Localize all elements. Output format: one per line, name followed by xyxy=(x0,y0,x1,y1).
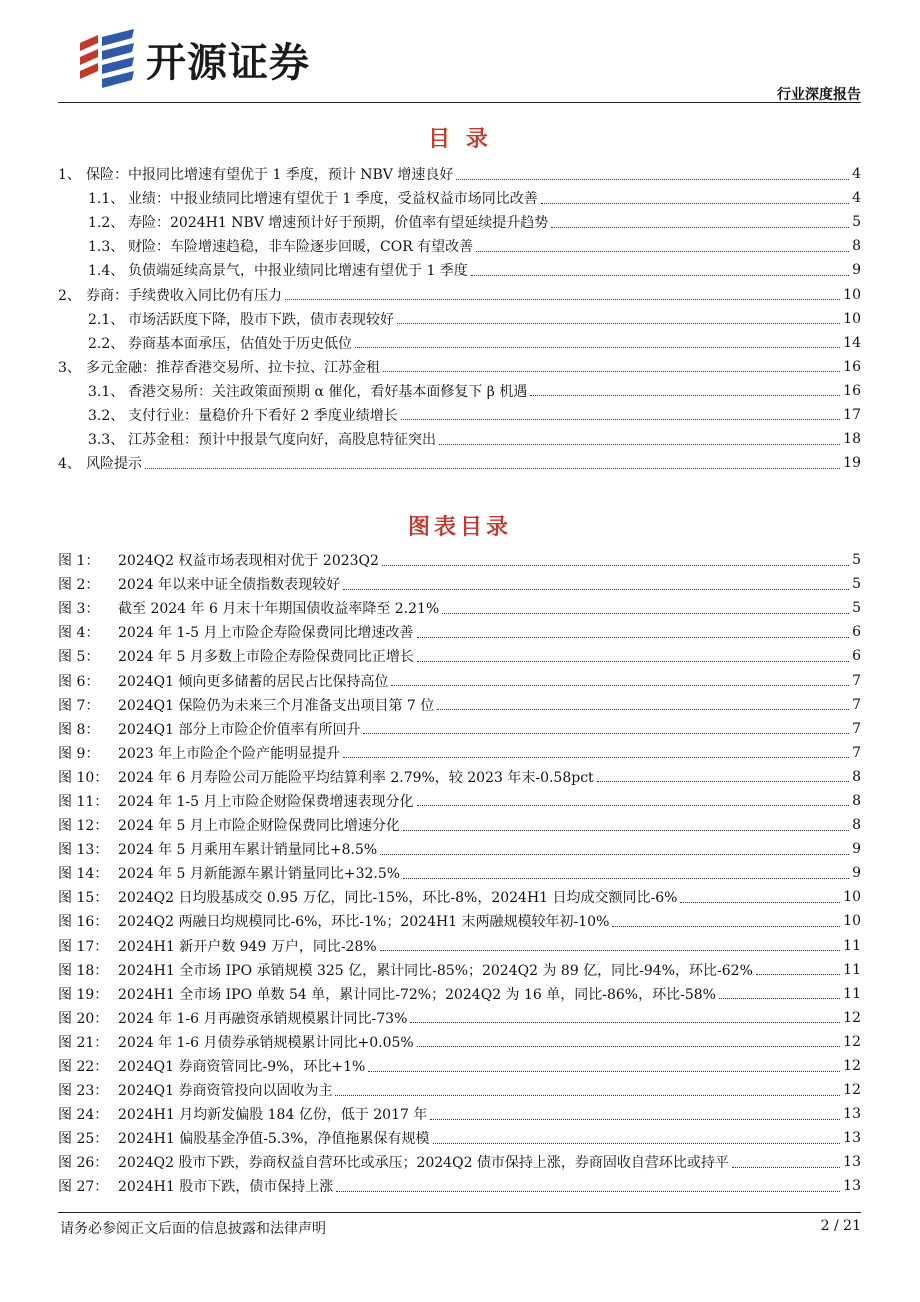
leader-dots xyxy=(391,685,849,686)
toc-entry[interactable] xyxy=(58,162,861,186)
leader-dots xyxy=(285,299,840,300)
entry-number: 4、 xyxy=(58,456,81,473)
entry-number: 图 21： xyxy=(58,1034,109,1051)
entry-text: 2024Q1 保险仍为未来三个月准备支出项目第 7 位 xyxy=(118,697,435,714)
entry-number: 3.1、 xyxy=(88,383,125,400)
entry-number: 图 26： xyxy=(58,1155,109,1172)
entry-page: 7 xyxy=(852,672,861,689)
figure-entry[interactable] xyxy=(58,572,861,596)
entry-page: 9 xyxy=(852,841,861,858)
figure-entry[interactable] xyxy=(58,885,861,909)
entry-number: 图 1： xyxy=(58,553,100,570)
figure-entry[interactable] xyxy=(58,1006,861,1030)
entry-text: 江苏金租：预计中报景气度向好，高股息特征突出 xyxy=(128,432,436,449)
figure-entry[interactable] xyxy=(58,765,861,789)
leader-dots xyxy=(597,781,849,782)
leader-dots xyxy=(363,733,849,734)
header-divider xyxy=(58,102,861,103)
report-type-label: 行业深度报告 xyxy=(777,87,861,103)
entry-number: 2、 xyxy=(58,287,81,304)
figure-entry[interactable] xyxy=(58,861,861,885)
figure-entry[interactable] xyxy=(58,668,861,692)
entry-text: 负债端延续高景气，中报业绩同比增速有望优于 1 季度 xyxy=(128,263,468,280)
leader-dots xyxy=(368,1071,840,1072)
entry-text: 2024H1 全市场 IPO 单数 54 单，累计同比-72%；2024Q2 为 16 单，同比-86%，环比-58% xyxy=(118,986,716,1003)
figure-entry[interactable] xyxy=(58,548,861,572)
entry-number: 图 4： xyxy=(58,625,100,642)
toc-entry[interactable] xyxy=(58,355,861,379)
entry-text: 2024 年 1-6 月债券承销规模累计同比+0.05% xyxy=(118,1034,414,1051)
entry-number: 2.1、 xyxy=(88,311,125,328)
entry-text: 多元金融：推荐香港交易所、拉卡拉、江苏金租 xyxy=(86,359,380,376)
logo-text: 开源证券 xyxy=(146,39,310,86)
toc-entry[interactable] xyxy=(58,331,861,355)
entry-page: 18 xyxy=(843,431,861,448)
leader-dots xyxy=(383,371,840,372)
figure-entry[interactable] xyxy=(58,1150,861,1174)
entry-text: 2024H1 新开户数 949 万户，同比-28% xyxy=(118,938,377,955)
entry-number: 1.1、 xyxy=(88,191,125,208)
entry-page: 4 xyxy=(852,166,861,183)
entry-number: 图 27： xyxy=(58,1179,109,1196)
toc-entry[interactable] xyxy=(58,234,861,258)
figure-entry[interactable] xyxy=(58,789,861,813)
entry-number: 图 8： xyxy=(58,721,100,738)
entry-text: 2024 年 5 月乘用车累计销量同比+8.5% xyxy=(118,842,378,859)
entry-page: 6 xyxy=(852,624,861,641)
entry-text: 2024 年 1-5 月上市险企财险保费增速表现分化 xyxy=(118,793,414,810)
entry-text: 2024Q2 股市下跌，券商权益自营环比或承压；2024Q2 债市保持上涨，券商固收自营环比或持平 xyxy=(118,1155,729,1172)
leader-dots xyxy=(551,227,849,228)
leader-dots xyxy=(417,637,850,638)
entry-page: 8 xyxy=(852,768,861,785)
leader-dots xyxy=(476,251,849,252)
entry-number: 图 18： xyxy=(58,962,109,979)
toc-title: 目 录 xyxy=(428,127,492,152)
entry-page: 7 xyxy=(852,720,861,737)
entry-number: 图 10： xyxy=(58,769,109,786)
figure-entry[interactable] xyxy=(58,909,861,933)
entry-page: 14 xyxy=(843,334,861,351)
entry-page: 10 xyxy=(843,310,861,327)
leader-dots xyxy=(335,1095,840,1096)
leader-dots xyxy=(343,589,849,590)
entry-number: 图 16： xyxy=(58,914,109,931)
entry-page: 13 xyxy=(843,1130,861,1147)
entry-number: 2.2、 xyxy=(88,335,125,352)
leader-dots xyxy=(403,878,849,879)
entry-number: 1.4、 xyxy=(88,263,125,280)
leader-dots xyxy=(380,950,841,951)
entry-number: 图 3： xyxy=(58,601,100,618)
leader-dots xyxy=(417,1046,840,1047)
entry-number: 图 23： xyxy=(58,1083,109,1100)
entry-page: 11 xyxy=(843,937,861,954)
entry-page: 9 xyxy=(852,865,861,882)
leader-dots xyxy=(433,1143,841,1144)
leader-dots xyxy=(719,998,840,999)
entry-text: 2024Q1 券商资管投向以固收为主 xyxy=(118,1083,333,1100)
entry-text: 香港交易所：关注政策面预期 α 催化，看好基本面修复下 β 机遇 xyxy=(128,383,528,400)
entry-number: 图 20： xyxy=(58,1010,109,1027)
toc-entry[interactable] xyxy=(58,210,861,234)
entry-number: 3.2、 xyxy=(88,407,125,424)
leader-dots xyxy=(439,444,840,445)
toc-entry[interactable] xyxy=(58,258,861,282)
entry-text: 券商基本面承压，估值处于历史低位 xyxy=(128,335,352,352)
entry-text: 支付行业：量稳价升下看好 2 季度业绩增长 xyxy=(128,407,398,424)
entry-page: 16 xyxy=(843,358,861,375)
entry-page: 5 xyxy=(852,600,861,617)
leader-dots xyxy=(403,830,849,831)
leader-dots xyxy=(417,661,849,662)
figures-list xyxy=(58,548,861,1199)
entry-page: 5 xyxy=(852,576,861,593)
entry-page: 6 xyxy=(852,648,861,665)
entry-page: 19 xyxy=(843,455,861,472)
entry-number: 图 12： xyxy=(58,818,109,835)
entry-text: 2024Q1 券商资管同比-9%，环比+1% xyxy=(118,1059,366,1076)
leader-dots xyxy=(380,854,849,855)
entry-page: 10 xyxy=(843,913,861,930)
entry-number: 图 2： xyxy=(58,577,100,594)
entry-number: 1.2、 xyxy=(88,215,125,232)
entry-number: 图 24： xyxy=(58,1107,109,1124)
entry-number: 图 7： xyxy=(58,697,100,714)
entry-number: 图 13： xyxy=(58,842,109,859)
footer-divider xyxy=(58,1212,861,1213)
entry-number: 1.3、 xyxy=(88,239,125,256)
entry-text: 截至 2024 年 6 月末十年期国债收益率降至 2.21% xyxy=(118,601,440,618)
entry-page: 10 xyxy=(843,286,861,303)
leader-dots xyxy=(756,974,840,975)
figure-entry[interactable] xyxy=(58,1078,861,1102)
entry-page: 16 xyxy=(843,382,861,399)
entry-text: 2024H1 月均新发偏股 184 亿份，低于 2017 年 xyxy=(118,1107,428,1124)
entry-text: 保险：中报同比增速有望优于 1 季度，预计 NBV 增速良好 xyxy=(86,167,454,184)
entry-text: 2024 年 1-6 月再融资承销规模累计同比-73% xyxy=(118,1010,408,1027)
page-header xyxy=(58,20,861,102)
entry-page: 13 xyxy=(843,1154,861,1171)
entry-number: 图 17： xyxy=(58,938,109,955)
figures-title: 图表目录 xyxy=(407,515,512,540)
entry-number: 图 19： xyxy=(58,986,109,1003)
leader-dots xyxy=(336,1191,840,1192)
leader-dots xyxy=(437,709,849,710)
entry-text: 2024H1 股市下跌，债市保持上涨 xyxy=(118,1179,334,1196)
entry-text: 券商：手续费收入同比仍有压力 xyxy=(86,287,282,304)
entry-text: 2024 年 6 月寿险公司万能险平均结算利率 2.79%，较 2023 年末-0.58pct xyxy=(118,769,594,786)
entry-number: 图 25： xyxy=(58,1131,109,1148)
entry-text: 2024 年 1-5 月上市险企寿险保费同比增速改善 xyxy=(118,625,414,642)
entry-page: 12 xyxy=(843,1033,861,1050)
entry-text: 寿险：2024H1 NBV 增速预计好于预期，价值率有望延续提升趋势 xyxy=(128,215,549,232)
entry-page: 8 xyxy=(852,817,861,834)
entry-text: 2024H1 偏股基金净值-5.3%，净值拖累保有规模 xyxy=(118,1131,430,1148)
figure-entry[interactable] xyxy=(58,1174,861,1198)
leader-dots xyxy=(680,902,840,903)
entry-text: 2024Q1 部分上市险企价值率有所回升 xyxy=(118,721,361,738)
leader-dots xyxy=(382,565,849,566)
entry-page: 13 xyxy=(843,1178,861,1195)
figure-entry[interactable] xyxy=(58,1054,861,1078)
entry-number: 图 9： xyxy=(58,745,100,762)
leader-dots xyxy=(456,179,849,180)
entry-number: 图 6： xyxy=(58,673,100,690)
entry-text: 2024 年 5 月新能源车累计销量同比+32.5% xyxy=(118,866,401,883)
figure-entry[interactable] xyxy=(58,741,861,765)
figure-entry[interactable] xyxy=(58,1102,861,1126)
entry-page: 13 xyxy=(843,1106,861,1123)
entry-page: 11 xyxy=(843,985,861,1002)
toc-entry[interactable] xyxy=(58,403,861,427)
leader-dots xyxy=(355,347,840,348)
figure-entry[interactable] xyxy=(58,934,861,958)
entry-page: 11 xyxy=(843,961,861,978)
figure-entry[interactable] xyxy=(58,1126,861,1150)
entry-text: 2024Q2 日均股基成交 0.95 万亿，同比-15%，环比-8%，2024H1 日均成交额同比-6% xyxy=(118,890,678,907)
entry-text: 风险提示 xyxy=(86,456,142,473)
leader-dots xyxy=(410,1022,840,1023)
figure-entry[interactable] xyxy=(58,958,861,982)
entry-text: 2024Q1 倾向更多储蓄的居民占比保持高位 xyxy=(118,673,389,690)
figure-entry[interactable] xyxy=(58,813,861,837)
figure-entry[interactable] xyxy=(58,717,861,741)
entry-page: 4 xyxy=(852,190,861,207)
leader-dots xyxy=(397,323,840,324)
figure-entry[interactable] xyxy=(58,693,861,717)
leader-dots xyxy=(530,395,840,396)
footer-disclaimer: 请务必参阅正文后面的信息披露和法律声明 xyxy=(60,1221,326,1237)
entry-page: 7 xyxy=(852,696,861,713)
toc-entry[interactable] xyxy=(58,451,861,475)
figure-entry[interactable] xyxy=(58,596,861,620)
entry-page: 7 xyxy=(852,744,861,761)
entry-text: 2024Q2 权益市场表现相对优于 2023Q2 xyxy=(118,553,379,570)
leader-dots xyxy=(732,1167,840,1168)
entry-number: 图 22： xyxy=(58,1059,109,1076)
leader-dots xyxy=(471,275,849,276)
entry-text: 2024 年以来中证全债指数表现较好 xyxy=(118,577,341,594)
entry-text: 市场活跃度下降，股市下跌，债市表现较好 xyxy=(128,311,394,328)
figure-entry[interactable] xyxy=(58,644,861,668)
entry-page: 10 xyxy=(843,889,861,906)
entry-page: 12 xyxy=(843,1058,861,1075)
page-indicator: 2 / 21 xyxy=(820,1218,861,1234)
brand-logo xyxy=(76,28,310,90)
leader-dots xyxy=(430,1119,840,1120)
entry-number: 图 11： xyxy=(58,793,109,810)
toc-entry[interactable] xyxy=(58,427,861,451)
figure-entry[interactable] xyxy=(58,837,861,861)
leader-dots xyxy=(442,613,849,614)
entry-text: 2024 年 5 月多数上市险企寿险保费同比正增长 xyxy=(118,649,414,666)
entry-page: 5 xyxy=(852,552,861,569)
toc-entry[interactable] xyxy=(58,307,861,331)
kaiyuan-logo-icon xyxy=(76,29,138,89)
entry-page: 12 xyxy=(843,1009,861,1026)
entry-number: 1、 xyxy=(58,167,81,184)
entry-text: 业绩：中报业绩同比增速有望优于 1 季度，受益权益市场同比改善 xyxy=(128,191,538,208)
toc-entry[interactable] xyxy=(58,379,861,403)
entry-text: 2024 年 5 月上市险企财险保费同比增速分化 xyxy=(118,818,400,835)
entry-number: 图 15： xyxy=(58,890,109,907)
entry-page: 12 xyxy=(843,1082,861,1099)
figure-entry[interactable] xyxy=(58,1030,861,1054)
entry-text: 2024H1 全市场 IPO 承销规模 325 亿，累计同比-85%；2024Q2 为 89 亿，同比-94%，环比-62% xyxy=(118,962,753,979)
leader-dots xyxy=(145,468,840,469)
entry-page: 8 xyxy=(852,238,861,255)
figure-entry[interactable] xyxy=(58,620,861,644)
toc-entry[interactable] xyxy=(58,282,861,306)
leader-dots xyxy=(401,419,840,420)
entry-page: 9 xyxy=(852,262,861,279)
leader-dots xyxy=(343,757,849,758)
entry-text: 2024Q2 两融日均规模同比-6%，环比-1%；2024H1 末两融规模较年初-10% xyxy=(118,914,610,931)
entry-page: 8 xyxy=(852,792,861,809)
entry-number: 图 5： xyxy=(58,649,100,666)
toc-entry[interactable] xyxy=(58,186,861,210)
entry-page: 17 xyxy=(843,406,861,423)
leader-dots xyxy=(417,805,850,806)
entry-number: 3.3、 xyxy=(88,432,125,449)
entry-text: 财险：车险增速趋稳，非车险逐步回暖，COR 有望改善 xyxy=(128,239,474,256)
toc-list xyxy=(58,162,861,475)
leader-dots xyxy=(612,926,840,927)
entry-text: 2023 年上市险企个险产能明显提升 xyxy=(118,745,341,762)
figure-entry[interactable] xyxy=(58,982,861,1006)
entry-number: 3、 xyxy=(58,359,81,376)
entry-number: 图 14： xyxy=(58,866,109,883)
entry-page: 5 xyxy=(852,214,861,231)
leader-dots xyxy=(541,203,849,204)
